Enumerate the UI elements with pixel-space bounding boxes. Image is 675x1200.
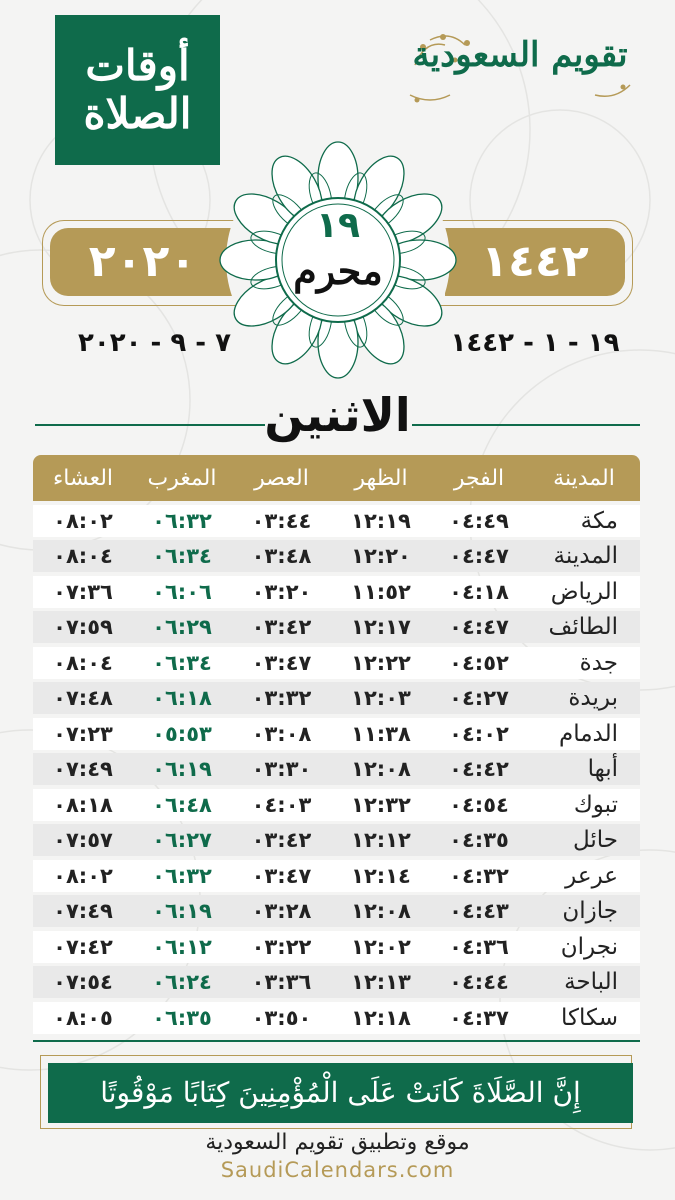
cell-maghrib: ٠٦:١٨ [152, 686, 212, 710]
cell-fajr: ٠٤:٣٧ [449, 1005, 509, 1030]
cell-fajr: ٠٤:٤٣ [449, 899, 509, 923]
cell-dhuhr: ١٢:٢٢ [351, 650, 411, 675]
cell-isha: ٠٨:٠٤ [53, 650, 113, 675]
logo-text: تقويم السعودية [412, 35, 628, 75]
cell-maghrib: ٠٦:١٩ [152, 757, 212, 781]
header-city: المدينة [553, 465, 615, 491]
cell-maghrib: ٠٦:٣٥ [152, 1005, 212, 1030]
cell-maghrib: ٠٦:٣٢ [152, 863, 212, 888]
table-row [33, 789, 640, 821]
header-fajr: الفجر [453, 465, 505, 491]
cell-dhuhr: ١١:٥٢ [351, 579, 411, 604]
cell-dhuhr: ١٢:٠٣ [351, 686, 411, 710]
title-line-2: الصلاة [83, 89, 192, 138]
cell-fajr: ٠٤:٤٤ [449, 970, 509, 994]
table-bottom-rule [33, 1040, 640, 1042]
cell-maghrib: ٠٦:٢٤ [152, 970, 212, 994]
prayer-times-table [33, 455, 640, 1042]
cell-fajr: ٠٤:٤٩ [449, 508, 509, 533]
cell-dhuhr: ١٢:١٧ [351, 615, 411, 639]
cell-fajr: ٠٤:٢٧ [449, 686, 509, 710]
table-row [33, 718, 640, 750]
footer-url[interactable]: SaudiCalendars.com [220, 1158, 455, 1182]
cell-fajr: ٠٤:٣٦ [449, 934, 509, 959]
cell-dhuhr: ١٢:١٤ [351, 863, 411, 888]
cell-asr: ٠٣:٥٠ [251, 1005, 312, 1030]
cell-maghrib: ٠٦:١٢ [152, 934, 212, 959]
cell-dhuhr: ١٢:٠٢ [351, 934, 411, 959]
cell-asr: ٠٣:٤٧ [251, 650, 312, 675]
cell-maghrib: ٠٥:٥٣ [152, 721, 212, 746]
cell-isha: ٠٧:٤٨ [53, 686, 113, 710]
cell-dhuhr: ١٢:٣٢ [351, 792, 411, 817]
cell-isha: ٠٧:٤٩ [53, 757, 113, 781]
cell-asr: ٠٤:٠٣ [251, 792, 312, 817]
cell-fajr: ٠٤:٤٧ [449, 615, 509, 639]
cell-city: جدة [579, 649, 618, 676]
cell-maghrib: ٠٦:٣٤ [152, 544, 212, 568]
cell-asr: ٠٣:٤٤ [251, 508, 312, 533]
cell-dhuhr: ١٢:٢٠ [351, 544, 411, 568]
table-row [33, 931, 640, 963]
cell-isha: ٠٧:٥٤ [53, 970, 113, 994]
table-row [33, 860, 640, 892]
cell-fajr: ٠٤:٣٥ [449, 828, 509, 852]
cell-maghrib: ٠٦:٤٨ [152, 792, 212, 817]
table-row [33, 895, 640, 927]
table-row [33, 540, 640, 572]
cell-asr: ٠٣:٤٧ [251, 863, 312, 888]
cell-city: تبوك [573, 791, 618, 818]
cell-isha: ٠٧:٣٦ [53, 579, 113, 604]
cell-fajr: ٠٤:٤٢ [449, 757, 509, 781]
cell-city: الطائف [548, 614, 618, 640]
cell-isha: ٠٨:٠٥ [53, 1005, 113, 1030]
gregorian-year-bar [50, 228, 235, 296]
cell-city: حائل [572, 827, 618, 853]
table-row [33, 647, 640, 679]
cell-fajr: ٠٤:٠٢ [449, 721, 509, 746]
cell-asr: ٠٣:٣٠ [251, 757, 312, 781]
cell-dhuhr: ١٢:١٨ [351, 1005, 411, 1030]
cell-asr: ٠٣:٤٢ [251, 615, 312, 639]
cell-asr: ٠٣:٢٠ [251, 579, 312, 604]
cell-isha: ٠٨:٠٢ [53, 508, 113, 533]
hijri-date: ١٩ - ١ - ١٤٤٢ [450, 328, 620, 358]
cell-asr: ٠٣:٤٢ [251, 828, 312, 852]
cell-isha: ٠٧:٤٩ [53, 899, 113, 923]
footer-app-line: موقع وتطبيق تقويم السعودية [205, 1130, 470, 1155]
table-row [33, 505, 640, 537]
cell-city: جازان [562, 898, 618, 924]
hijri-month: محرم [293, 248, 383, 293]
cell-dhuhr: ١٢:٠٨ [351, 899, 411, 923]
hijri-year: ١٤٤٢ [481, 236, 589, 287]
cell-city: الدمام [558, 720, 618, 747]
cell-fajr: ٠٤:٥٤ [449, 792, 509, 817]
cell-maghrib: ٠٦:٢٧ [152, 828, 212, 852]
cell-dhuhr: ١٢:١٣ [351, 970, 411, 994]
cell-asr: ٠٣:٠٨ [251, 721, 312, 746]
table-row [33, 753, 640, 785]
cell-fajr: ٠٤:٥٢ [449, 650, 509, 675]
cell-city: عرعر [565, 862, 618, 889]
gregorian-date: ٧ - ٩ - ٢٠٢٠ [77, 328, 232, 358]
cell-city: الرياض [550, 578, 618, 605]
cell-city: المدينة [553, 543, 618, 569]
cell-maghrib: ٠٦:٢٩ [152, 615, 212, 639]
prayer-times-title-box [55, 15, 220, 165]
cell-city: بريدة [568, 685, 618, 711]
cell-fajr: ٠٤:٣٢ [449, 863, 509, 888]
quran-verse: إِنَّ الصَّلَاةَ كَانَتْ عَلَى الْمُؤْمِنِينَ كِتَابًا مَوْقُوتًا [48, 1063, 633, 1123]
cell-city: سكاكا [561, 1004, 618, 1031]
header-maghrib: المغرب [147, 465, 217, 491]
cell-dhuhr: ١١:٣٨ [351, 721, 411, 746]
cell-fajr: ٠٤:٤٧ [449, 544, 509, 568]
cell-maghrib: ٠٦:٣٢ [152, 508, 212, 533]
gregorian-year: ٢٠٢٠ [88, 236, 197, 287]
cell-isha: ٠٧:٥٩ [53, 615, 113, 639]
cell-isha: ٠٨:١٨ [53, 792, 113, 817]
cell-dhuhr: ١٢:٠٨ [351, 757, 411, 781]
weekday: الاثنين [264, 388, 411, 442]
cell-asr: ٠٣:٣٦ [251, 970, 312, 994]
table-row [33, 966, 640, 998]
table-body [33, 505, 640, 1034]
cell-city: أبها [587, 756, 618, 782]
cell-asr: ٠٣:٣٢ [251, 686, 312, 710]
cell-fajr: ٠٤:١٨ [449, 579, 509, 604]
cell-isha: ٠٧:٤٢ [53, 934, 113, 959]
hijri-day: ١٩ [316, 205, 360, 246]
table-row [33, 611, 640, 643]
cell-isha: ٠٨:٠٢ [53, 863, 113, 888]
table-row [33, 576, 640, 608]
table-row [33, 682, 640, 714]
title-line-1: أوقات [85, 40, 190, 90]
cell-asr: ٠٣:٤٨ [251, 544, 312, 568]
table-row [33, 824, 640, 856]
cell-isha: ٠٨:٠٤ [53, 544, 113, 568]
table-header [33, 455, 640, 501]
cell-dhuhr: ١٢:١٩ [351, 508, 411, 533]
cell-isha: ٠٧:٢٣ [53, 721, 113, 746]
header-asr: العصر [254, 465, 309, 491]
header-isha: العشاء [52, 465, 114, 491]
cell-asr: ٠٣:٢٨ [251, 899, 312, 923]
hijri-year-bar [445, 228, 625, 296]
header-dhuhr: الظهر [354, 465, 408, 491]
cell-maghrib: ٠٦:١٩ [152, 899, 212, 923]
cell-isha: ٠٧:٥٧ [53, 828, 113, 852]
table-row [33, 1002, 640, 1034]
cell-maghrib: ٠٦:٠٦ [152, 579, 212, 604]
cell-city: الباحة [564, 969, 618, 995]
cell-city: نجران [560, 933, 618, 960]
cell-maghrib: ٠٦:٣٤ [152, 650, 212, 675]
cell-asr: ٠٣:٢٢ [251, 934, 312, 959]
cell-dhuhr: ١٢:١٢ [351, 828, 411, 852]
cell-city: مكة [580, 507, 618, 534]
